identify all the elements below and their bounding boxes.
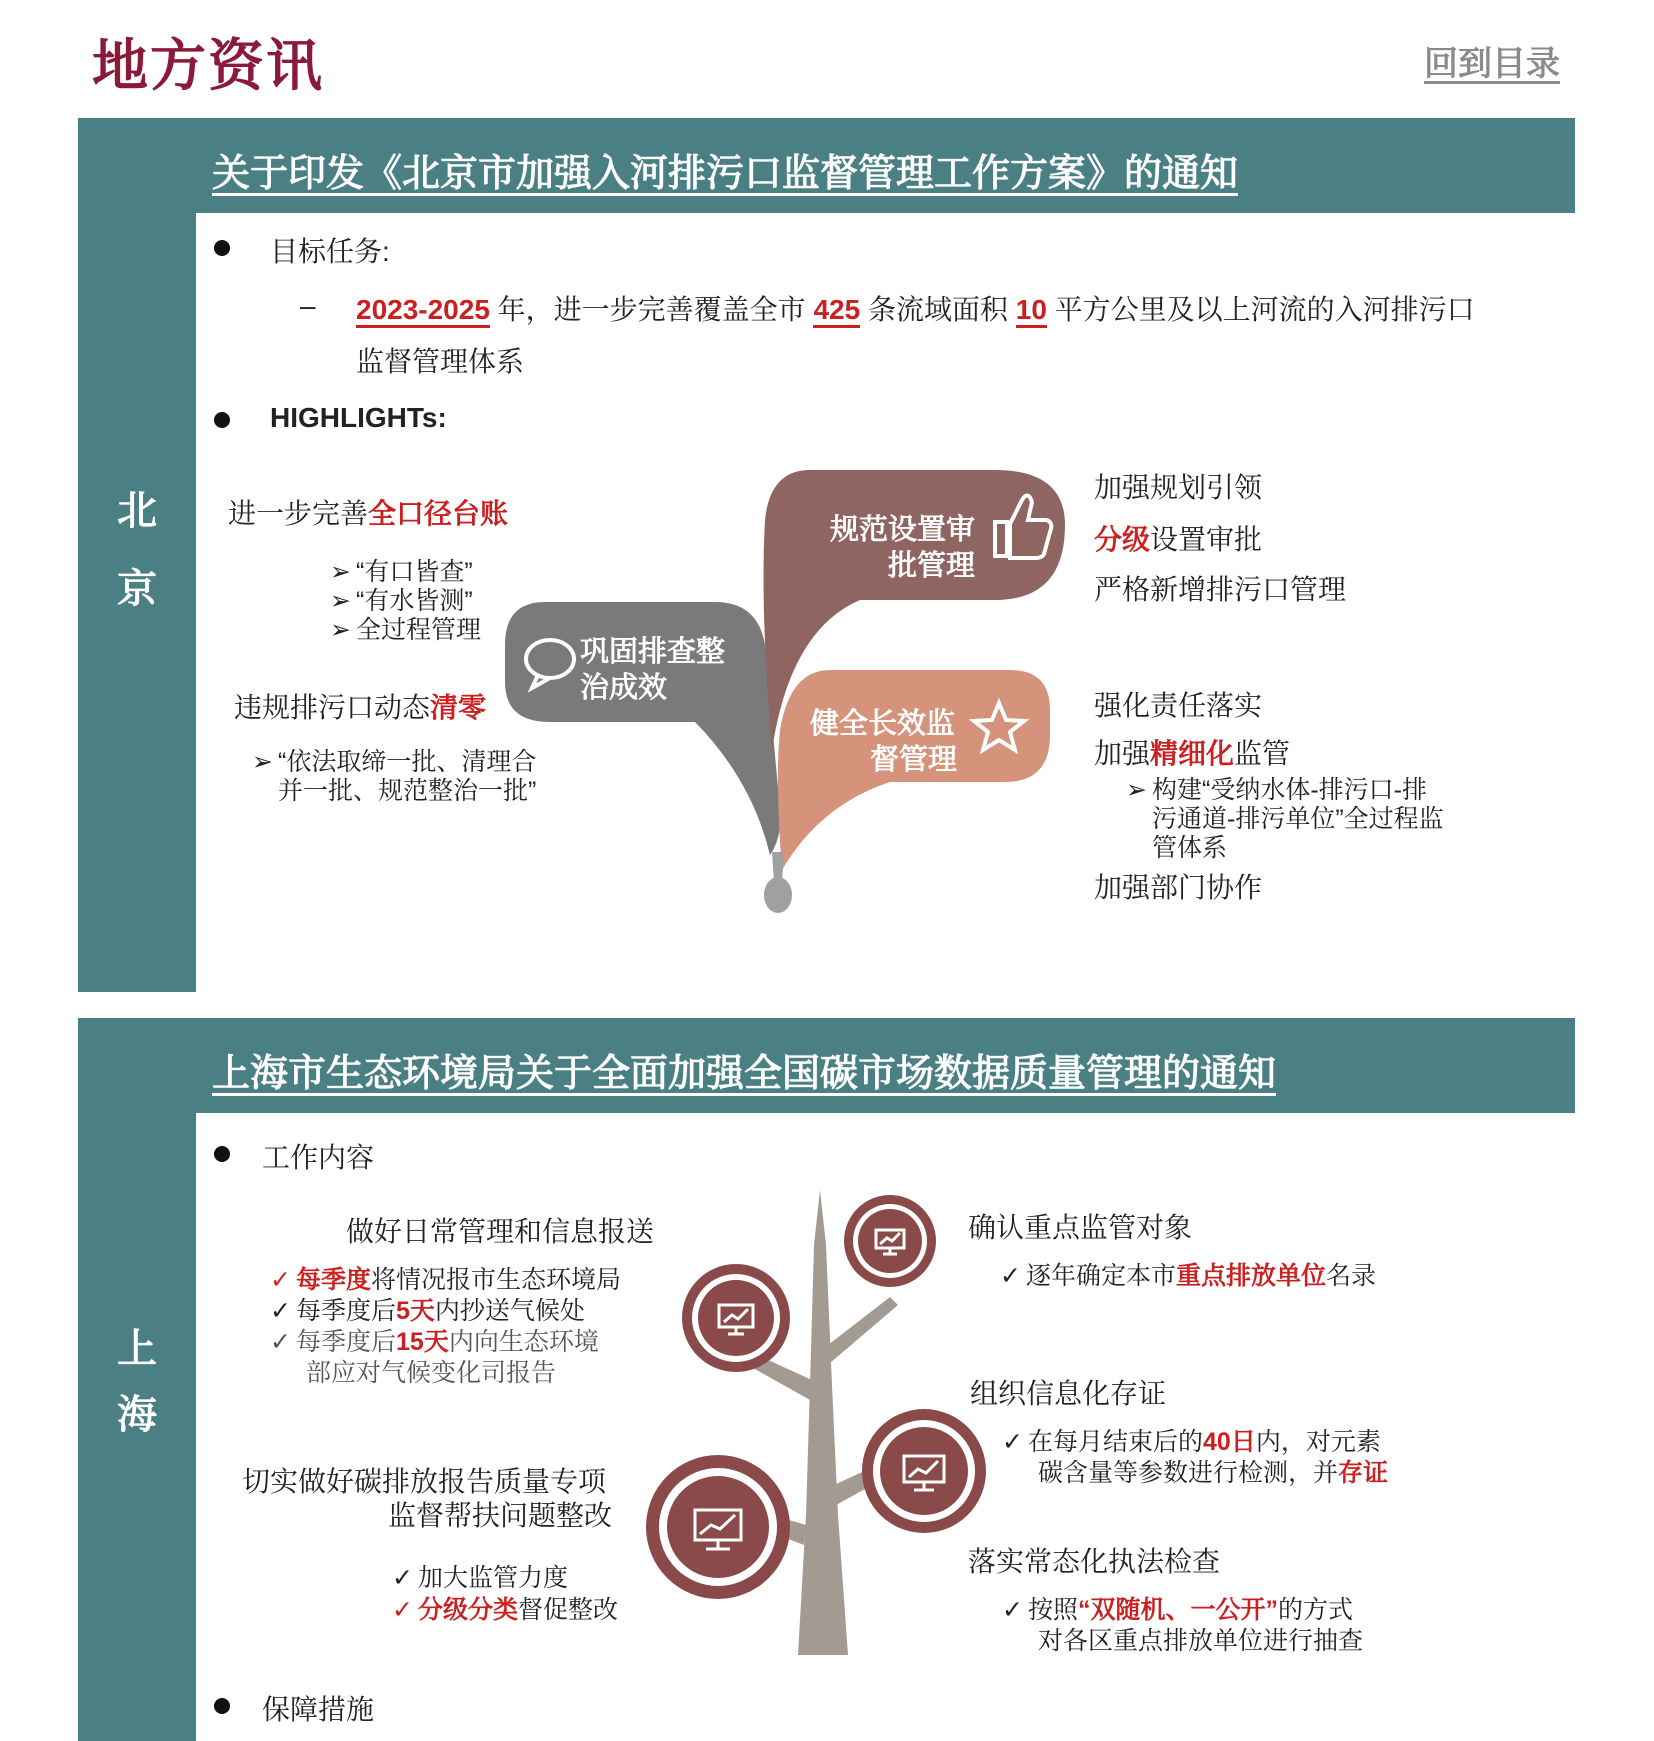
tree-branch-1 (828, 1297, 898, 1363)
ledger-emphasis: 全口径台账 (368, 498, 509, 529)
daily-item-2: ✓ 每季度后5天内抄送气候处 (270, 1297, 585, 1325)
check-icon: ✓ (270, 1328, 291, 1356)
zero-emphasis: 清零 (430, 692, 487, 723)
info-storage-item-line-2: 碳含量等参数进行检测，并存证 (1038, 1459, 1389, 1487)
check-icon: ✓ (1002, 1596, 1023, 1624)
highlights-bubble-diagram (490, 460, 1080, 930)
goal-text-1: 年，进一步完善覆盖全市 (489, 294, 814, 325)
responsibility: 强化责任落实 (1094, 690, 1263, 721)
zero-item-line-2: 并一批、规范整治一批” (278, 777, 537, 805)
page-title: 地方资讯 (92, 34, 324, 97)
carbon-report-title-line-1: 切实做好碳排放报告质量专项 (242, 1466, 607, 1497)
carbon-item-1: ✓ 加大监管力度 (392, 1564, 569, 1592)
check-icon: ✓ (392, 1564, 413, 1592)
check-icon: ✓ (270, 1266, 291, 1294)
daily-management-title: 做好日常管理和信息报送 (346, 1216, 655, 1247)
work-bullet (214, 1146, 230, 1162)
arrow-icon: ➢ (330, 616, 351, 644)
plan-lead: 加强规划引领 (1094, 472, 1263, 503)
back-to-contents-link[interactable]: 回到目录 (1424, 45, 1560, 83)
ledger-prefix: 进一步完善 (228, 498, 369, 529)
strict-new-outlets: 严格新增排污口管理 (1094, 574, 1347, 605)
goal-years: 2023-2025 (356, 294, 490, 328)
info-storage-item: ✓ 在每月结束后的40日内，对元素 (1002, 1428, 1381, 1456)
goal-dash: – (300, 290, 316, 321)
refined-supervision: 加强精细化监管 (1094, 738, 1291, 769)
arrow-icon: ➢ (330, 587, 351, 615)
goal-label: 目标任务: (270, 236, 390, 267)
system-line-3: 管体系 (1152, 834, 1228, 862)
key-target-item: ✓ 逐年确定本市重点排放单位名录 (1000, 1262, 1377, 1290)
key-target-title: 确认重点监管对象 (968, 1212, 1193, 1243)
check-icon: ✓ (1002, 1428, 1023, 1456)
daily-item-3: ✓ 每季度后15天内向生态环境 (270, 1328, 599, 1356)
ledger-heading (228, 492, 508, 532)
arrow-icon: ➢ (1126, 776, 1147, 804)
goal-text-3: 平方公里及以上河流的入河排污口 (1046, 294, 1475, 325)
enforcement-item: ✓ 按照“双随机、一公开”的方式 (1002, 1596, 1354, 1624)
zero-heading (234, 686, 486, 726)
shanghai-section-title[interactable]: 上海市生态环境局关于全面加强全国碳市场数据质量管理的通知 (212, 1053, 1277, 1095)
beijing-side-label-2: 京 (117, 567, 157, 611)
department-coordination: 加强部门协作 (1094, 872, 1263, 903)
beijing-section-title[interactable]: 关于印发《北京市加强入河排污口监督管理工作方案》的通知 (212, 153, 1239, 195)
goal-text-2: 条流域面积 (860, 294, 1016, 325)
system-line-1: ➢ 构建“受纳水体-排污口-排 (1126, 776, 1427, 804)
check-icon: ✓ (1000, 1262, 1021, 1290)
check-icon: ✓ (270, 1297, 291, 1325)
zero-prefix: 违规排污口动态 (234, 692, 431, 723)
goal-line-1 (356, 288, 1475, 328)
tree-diagram (640, 1185, 1000, 1665)
carbon-item-2: ✓ 分级分类督促整改 (392, 1596, 619, 1624)
bubble-consolidate-label: 巩固排查整 治成效 (580, 636, 726, 704)
info-storage-title: 组织信息化存证 (970, 1378, 1167, 1409)
ledger-item-2: ➢ “有水皆测” (330, 587, 473, 615)
highlights-bullet (214, 412, 230, 428)
work-label: 工作内容 (262, 1142, 375, 1173)
ledger-item-3: ➢ 全过程管理 (330, 616, 482, 644)
carbon-report-title-line-2: 监督帮扶问题整改 (388, 1500, 613, 1531)
shanghai-side-label-1: 上 (117, 1327, 157, 1371)
check-icon: ✓ (392, 1596, 413, 1624)
guarantee-bullet (214, 1698, 230, 1714)
goal-number-425: 425 (813, 294, 860, 328)
arrow-icon: ➢ (330, 558, 351, 586)
bubble-standardize-label: 规范设置审 批管理 (830, 514, 976, 582)
shanghai-side-label-2: 海 (117, 1393, 157, 1437)
guarantee-label: 保障措施 (262, 1694, 375, 1725)
daily-item-1: ✓ 每季度将情况报市生态环境局 (270, 1266, 622, 1294)
enforcement-title: 落实常态化执法检查 (968, 1546, 1221, 1577)
goal-line-2: 监督管理体系 (356, 346, 525, 377)
bubble-drop (764, 877, 792, 913)
enforcement-item-line-2: 对各区重点排放单位进行抽查 (1038, 1627, 1364, 1655)
system-line-2: 污通道-排污单位”全过程监 (1152, 805, 1444, 833)
highlights-label: HIGHLIGHTs: (270, 402, 447, 433)
ledger-item-1: ➢ “有口皆查” (330, 558, 473, 586)
goal-number-10: 10 (1016, 294, 1047, 328)
tree-trunk (798, 1190, 848, 1655)
goal-bullet (214, 240, 230, 256)
daily-item-3-line-2: 部应对气候变化司报告 (306, 1359, 557, 1387)
arrow-icon: ➢ (252, 748, 273, 776)
tiered-approval: 分级设置审批 (1094, 524, 1263, 555)
beijing-side-label-1: 北 (117, 489, 157, 533)
zero-item-line-1: ➢ “依法取缔一批、清理合 (252, 748, 537, 776)
bubble-long-term-label: 健全长效监 督管理 (810, 708, 958, 776)
